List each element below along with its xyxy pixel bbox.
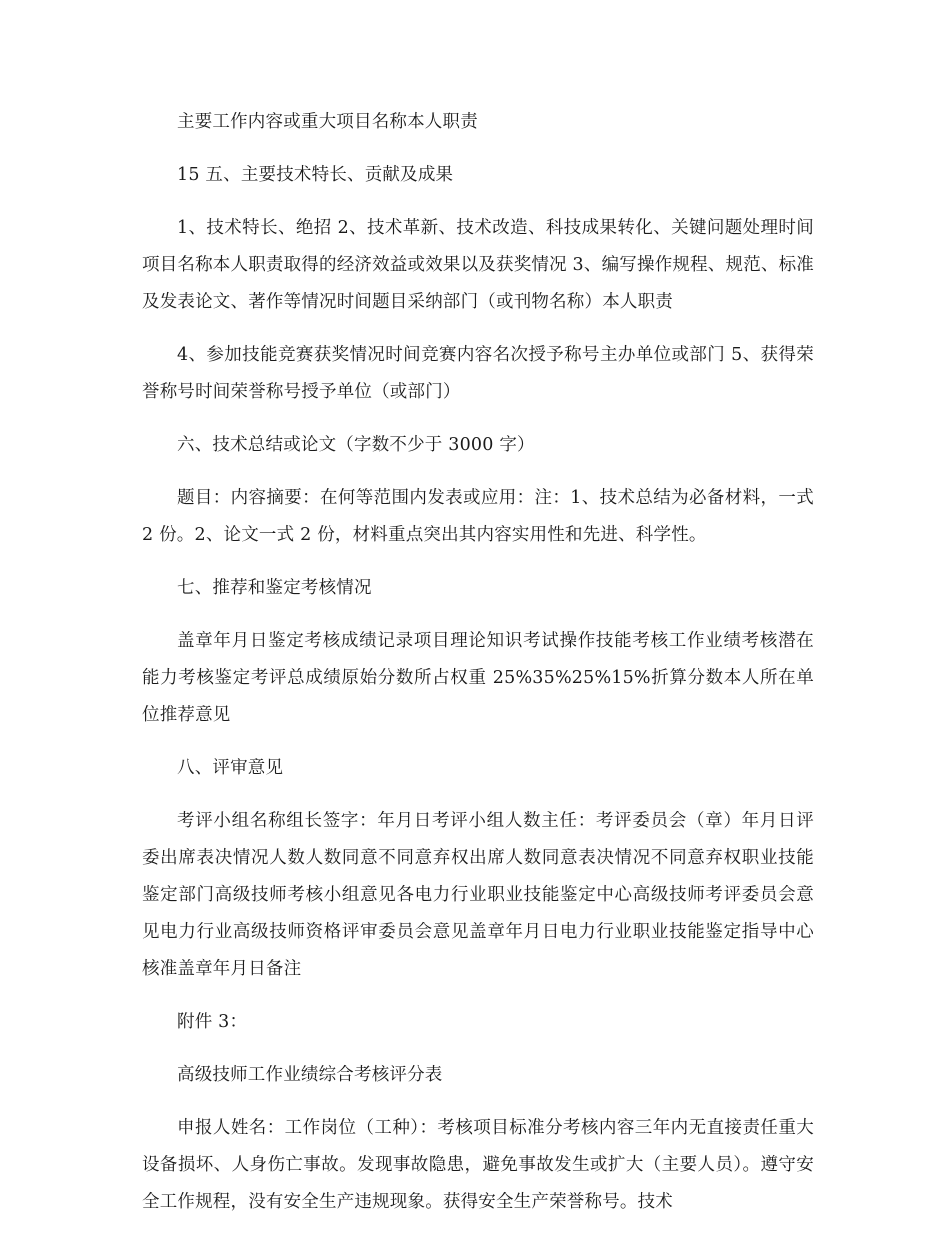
form-title: 高级技师工作业绩综合考核评分表 [177, 1065, 443, 1085]
paragraph-review-opinions: 考评小组名称组长签字：年月日考评小组人数主任：考评委员会（章）年月日评委出席表决情况人数人数同意不同意弃权出席人数同意表决情况不同意弃权职业技能鉴定部门高级技师考核小组意见各电力行业职业技能鉴定中心高级技师考评委员会意见电力行业高级技师资格评审委员会意见盖章年月日电力行业职业技能鉴定指导中心核准盖章年月日备注 [142, 811, 814, 979]
paragraph-assessment-record: 盖章年月日鉴定考核成绩记录项目理论知识考试操作技能考核工作业绩考核潜在能力考核鉴定考评总成绩原始分数所占权重 25%35%25%15%折算分数本人所在单位推荐意见 [142, 631, 814, 725]
paragraph-competitions-honors: 4、参加技能竞赛获奖情况时间竞赛内容名次授予称号主办单位或部门 5、获得荣誉称号时间荣誉称号授予单位（或部门） [142, 345, 814, 402]
section-heading-five: 15 五、主要技术特长、贡献及成果 [177, 165, 454, 185]
section-heading-eight: 八、评审意见 [177, 758, 284, 778]
paragraph-technical-specialties: 1、技术特长、绝招 2、技术革新、技术改造、科技成果转化、关键问题处理时间项目名称本人职责取得的经济效益或效果以及获奖情况 3、编写操作规程、规范、标准及发表论文、著作等情况时间题目采纳部门（或刊物名称）本人职责 [142, 218, 814, 312]
paragraph-work-content: 主要工作内容或重大项目名称本人职责 [177, 112, 478, 132]
document-page [142, 104, 814, 1237]
paragraph-applicant-info: 申报人姓名：工作岗位（工种）：考核项目标准分考核内容三年内无直接责任重大设备损坏、人身伤亡事故。发现事故隐患，避免事故发生或扩大（主要人员）。遵守安全工作规程，没有安全生产违规现象。获得安全生产荣誉称号。技术 [142, 1118, 814, 1212]
section-heading-six: 六、技术总结或论文（字数不少于 3000 字） [177, 435, 535, 455]
attachment-label: 附件 3： [177, 1012, 248, 1032]
section-heading-seven: 七、推荐和鉴定考核情况 [177, 578, 372, 598]
paragraph-summary-notes: 题目：内容摘要：在何等范围内发表或应用：注：1、技术总结为必备材料，一式 2 份。2、论文一式 2 份，材料重点突出其内容实用性和先进、科学性。 [142, 488, 814, 545]
